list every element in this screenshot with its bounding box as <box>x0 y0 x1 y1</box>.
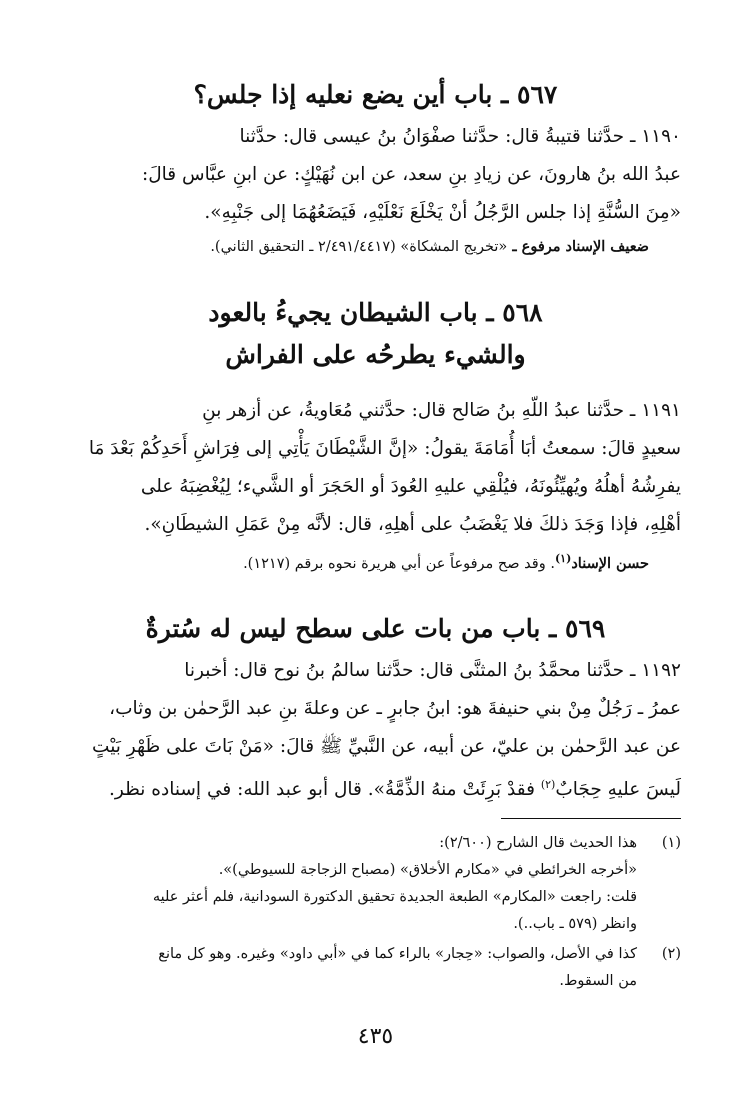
footnote-ref: (٢) <box>540 778 556 791</box>
footnote-line: قلت: راجعت «المكارم» الطبعة الجديدة تحقيق الدكتورة السودانية، فلم أعثر عليه <box>152 889 637 905</box>
grade-note <box>70 544 681 579</box>
hadith-line: عمرُ ـ رَجُلٌ مِنْ بني حنيفةَ هو: ابنُ جابرٍ ـ عن وعلةَ بنِ عبد الرَّحمٰن بن وثاب، <box>109 698 681 719</box>
hadith-line <box>70 766 681 809</box>
chapter-heading-line: والشيء يطرحُه على الفراش <box>225 340 526 369</box>
hadith-line: ١١٩١ ـ حدَّثنا عبدُ اللّهِ بنُ صَالح قال: حدَّثني مُعَاويةُ، عن أزهر بنِ <box>202 400 681 421</box>
hadith-line: يفرِشُهُ أهلُهُ ويُهيِّئُونَهُ، فيُلْقِي عليهِ العُودَ أو الحَجَرَ أو الشَّيء؛ لِيُغْضِبَهُ على <box>140 476 681 497</box>
footnote-ref: (١) <box>554 552 572 565</box>
footnote-1 <box>70 830 681 938</box>
hadith-1192 <box>70 652 681 809</box>
hadith-line: ١١٩٠ ـ حدَّثنا قتيبةُ قال: حدَّثنا صفْوَانُ بنُ عيسى قال: حدَّثنا <box>239 126 681 147</box>
chapter-heading-567: ٥٦٧ ـ باب أين يضع نعليه إذا جلس؟ <box>193 80 558 109</box>
hadith-line: ١١٩٢ ـ حدَّثنا محمَّدُ بنُ المثنَّى قال: حدَّثنا سالمُ بنُ نوح قال: أخبرنا <box>184 660 681 681</box>
chapter-heading-568 <box>70 292 681 376</box>
hadith-line: عن عبد الرَّحمٰن بن عليّ، عن أبيه، عن النَّبيِّ ﷺ قالَ: «مَنْ بَاتَ على ظَهْرِ بَيْتٍ <box>92 736 681 757</box>
chapter-heading-line: ٥٦٨ ـ باب الشيطان يجيءُ بالعود <box>208 298 543 327</box>
hadith-line-part: لَيسَ عليهِ حِجَابٌ <box>555 779 681 801</box>
footnotes <box>70 830 681 998</box>
grade-reference: . وقد صح مرفوعاً عن أبي هريرة نحوه برقم (١٢١٧). <box>243 555 555 572</box>
page-number: ٤٣٥ <box>357 1024 394 1049</box>
footnote-mark: (٢) <box>661 946 681 962</box>
footnote-line: وانظر (٥٧٩ ـ باب..). <box>513 916 637 932</box>
hadith-line: «مِنَ السُّنَّةِ إذا جلس الرَّجُلُ أنْ يَخْلَعَ نَعْلَيْهِ، فَيَضَعُهُمَا إلى جَنْبِهِ». <box>204 202 681 223</box>
grade-reference: «تخريج المشكاة» (٢/٤٩١/٤٤١٧ ـ التحقيق الثاني). <box>210 239 508 255</box>
footnote-line: كذا في الأصل، والصواب: «حِجار» بالراء كما في «أبي داود» وغيره. وهو كل مانع <box>158 946 637 962</box>
footnote-mark: (١) <box>661 835 681 851</box>
footnote-divider <box>501 818 681 819</box>
footnote-line: «أخرجه الخرائطي في «مكارم الأخلاق» (مصباح الزجاجة للسيوطي)». <box>218 862 637 878</box>
footnote-line: من السقوط. <box>559 973 637 989</box>
hadith-line: سعيدٍ قالَ: سمعتُ أبَا أُمَامَةَ يقولُ: «إنَّ الشَّيْطَانَ يَأْتِي إلى فِرَاشِ أَحَدِكُمْ بَعْدَ مَا <box>88 438 681 459</box>
grade-label: حسن الإسناد <box>571 554 649 572</box>
footnote-line: هذا الحديث قال الشارح (٢/٦٠٠): <box>439 835 637 851</box>
footnote-2 <box>70 941 681 995</box>
hadith-line-part: فقدْ بَرِئَتْ منهُ الذِّمَّةُ». قال أبو عبد الله: في إسناده نظر. <box>108 779 535 801</box>
grade-note <box>70 232 681 262</box>
hadith-line: عبدُ الله بنُ هارونَ، عن زيادِ بنِ سعد، عن ابن نُهَيْكٍ: عن ابنِ عبَّاس قالَ: <box>141 164 681 185</box>
grade-label: ضعيف الإسناد مرفوع ـ <box>512 238 649 255</box>
hadith-1191 <box>70 392 681 579</box>
hadith-line: أهْلِهِ، فإذا وَجَدَ ذلكَ فلا يَغْضَبُ على أهلِهِ، قال: لأنَّه مِنْ عَمَلِ الشيطَانِ». <box>144 514 681 535</box>
chapter-heading-569: ٥٦٩ ـ باب من بات على سطح ليس له سُترةٌ <box>145 614 606 643</box>
hadith-1190 <box>70 118 681 262</box>
